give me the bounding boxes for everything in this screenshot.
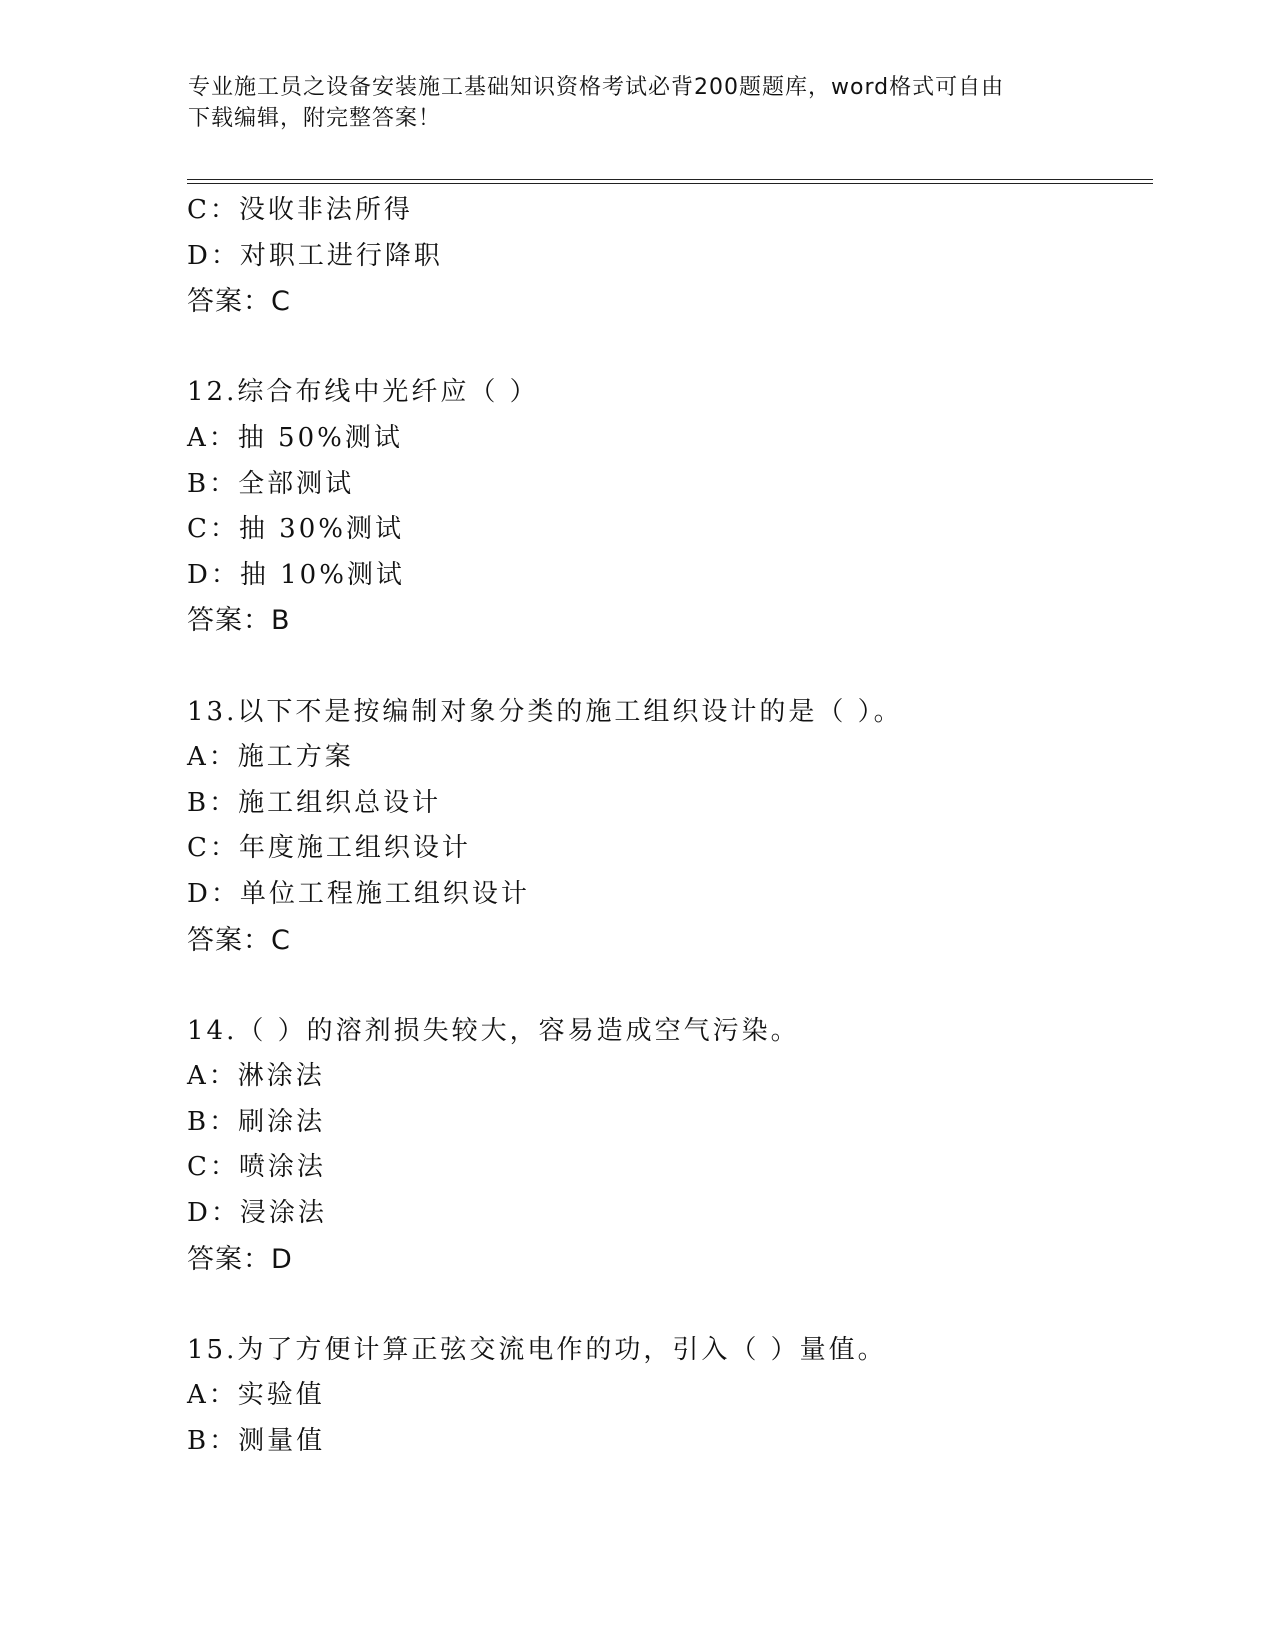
header-divider-bottom [187,183,1153,184]
header-line-2: 下载编辑，附完整答案！ [188,106,442,131]
header-divider-top [187,179,1153,180]
header-line-1: 专业施工员之设备安装施工基础知识资格考试必背200题题库，word格式可自由 [188,75,1005,100]
question-stem: 14.（ ）的溶剂损失较大，容易造成空气污染。 [187,1015,800,1046]
option-c: C：喷涂法 [187,1152,326,1183]
option-c: C：年度施工组织设计 [187,833,471,864]
answer-line: 答案：C [187,286,291,318]
document-header [188,72,1068,134]
option-d: D：单位工程施工组织设计 [187,878,530,909]
prev-question-block [187,188,1147,325]
option-a: A：施工方案 [187,742,354,773]
spacer [187,1282,1147,1328]
option-a: A：淋涂法 [187,1061,325,1092]
question-block [187,690,1147,964]
question-block [187,1009,1147,1283]
answer-line: 答案：B [187,605,291,637]
question-content [187,188,1147,1465]
option-a: A：抽 50%测试 [187,422,403,453]
question-stem: 15.为了方便计算正弦交流电作的功，引入（ ）量值。 [187,1334,887,1365]
option-b: B：测量值 [187,1426,326,1457]
question-block [187,1328,1147,1465]
option-c: C：没收非法所得 [187,195,413,225]
option-c: C：抽 30%测试 [187,514,404,545]
question-stem: 12.综合布线中光纤应（ ） [187,377,539,408]
option-d: D：对职工进行降职 [187,240,443,271]
spacer [187,963,1147,1009]
option-d: D：浸涂法 [187,1198,327,1229]
spacer [187,325,1147,371]
option-b: B：施工组织总设计 [187,787,442,818]
question-block [187,370,1147,644]
option-a: A：实验值 [187,1380,325,1411]
spacer [187,644,1147,690]
question-stem: 13.以下不是按编制对象分类的施工组织设计的是（ ）。 [187,696,903,727]
option-b: B：全部测试 [187,468,355,499]
answer-line: 答案：D [187,1243,293,1275]
answer-line: 答案：C [187,924,291,956]
option-b: B：刷涂法 [187,1106,326,1137]
option-d: D：抽 10%测试 [187,559,405,590]
